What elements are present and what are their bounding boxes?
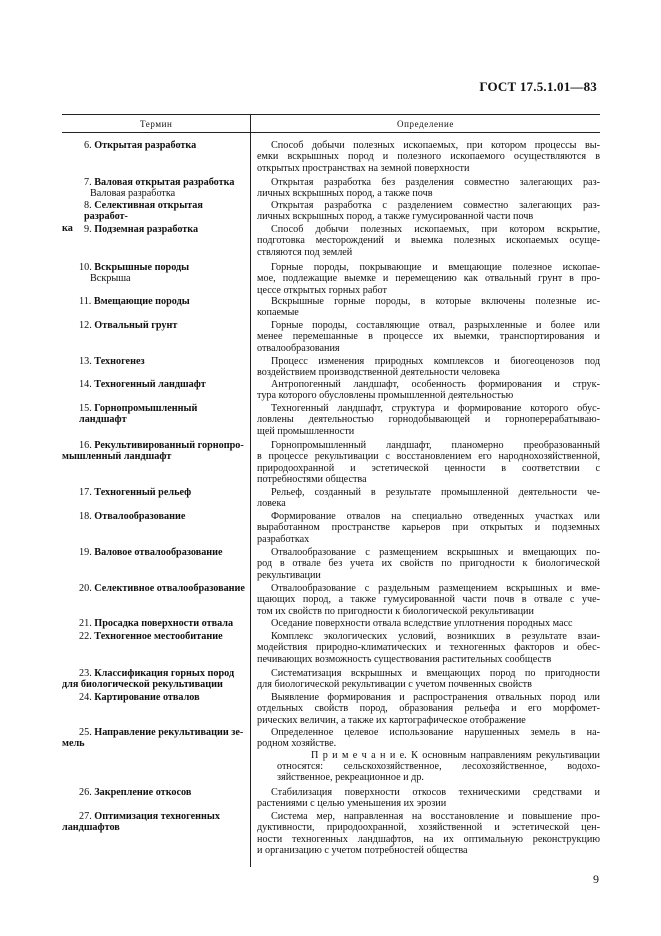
definition-text: рекультивации bbox=[257, 569, 321, 581]
term-cell bbox=[62, 320, 246, 331]
definition-text: том их свойств по пригодности к биологической рекультивации bbox=[257, 605, 534, 617]
definition-text: личных вскрышных пород, а также почв bbox=[257, 188, 433, 200]
term-text: 13. Техногенез bbox=[79, 356, 145, 367]
definition-text: Отвалообразование с раздельным размещением вскрышных и вме- bbox=[271, 583, 600, 594]
term-text: 18. Отвалообразование bbox=[79, 511, 186, 522]
term-cell bbox=[62, 727, 246, 750]
definition-text: выработанном пространстве карьеров при открытых и подземных bbox=[257, 522, 600, 534]
definition-text: емки вскрышных пород и полезного ископаемого осуществляются в bbox=[257, 151, 600, 163]
definition-text: Отвалообразование с размещением вскрышных и вмещающих по- bbox=[271, 547, 600, 558]
table-column-divider bbox=[250, 114, 251, 867]
term-text: 6. Открытая разработка bbox=[84, 140, 197, 151]
definition-text: копаемые bbox=[257, 307, 299, 319]
term-cell bbox=[62, 583, 246, 594]
definition-cell bbox=[257, 487, 600, 510]
definition-text: Определенное целевое использование нарушенных земель в на- bbox=[271, 727, 600, 738]
definition-text: Открытая разработка без разделения совместно залегающих раз- bbox=[271, 177, 600, 188]
definition-cell bbox=[257, 618, 600, 629]
definition-text: Способ добычи полезных ископаемых, при котором процессы вы- bbox=[271, 140, 600, 151]
definition-text: ловека bbox=[257, 498, 286, 510]
definition-text: подготовка месторождений и выемка полезных ископаемых осуще- bbox=[257, 235, 600, 247]
definition-note: зяйственное, рекреационное и др. bbox=[277, 772, 424, 784]
definition-cell bbox=[257, 631, 600, 665]
definition-cell bbox=[257, 583, 600, 617]
term-text: 25. Направление рекультивации зе- bbox=[79, 727, 244, 738]
definition-text: Антропогенный ландшафт, особенность формирования и струк- bbox=[271, 379, 600, 390]
term-cell bbox=[62, 811, 246, 834]
definition-cell bbox=[257, 200, 600, 223]
definition-text: Стабилизация поверхности откосов техническими средствами и bbox=[271, 787, 600, 798]
term-text: 8. Селективная открытая разработ- bbox=[84, 200, 203, 223]
term-cell bbox=[62, 787, 246, 798]
term-cell bbox=[62, 177, 246, 200]
definition-note: относятся: сельскохозяйственное, лесохозяйственное, водохо- bbox=[277, 760, 600, 772]
term-cell bbox=[62, 224, 246, 235]
definition-text: печивающих возможность существования растительных сообществ bbox=[257, 653, 552, 665]
definition-cell bbox=[257, 140, 600, 174]
term-text: ландшафтов bbox=[62, 822, 120, 834]
term-cell bbox=[62, 668, 246, 691]
definition-text: Вскрышные горные породы, в которые включены полезные ис- bbox=[271, 296, 600, 307]
definition-cell bbox=[257, 224, 600, 258]
definition-text: модействия природно-климатических и техногенных факторов и обес- bbox=[257, 642, 600, 654]
term-cell bbox=[62, 296, 246, 307]
table-top-rule bbox=[62, 114, 600, 115]
term-text: 14. Техногенный ландшафт bbox=[79, 379, 206, 390]
definition-text: отдельных свойств пород, образования рельефа и его морфомет- bbox=[257, 703, 600, 715]
definition-cell bbox=[257, 668, 600, 691]
definition-cell bbox=[257, 727, 600, 783]
term-text: ка bbox=[62, 222, 73, 234]
term-cell bbox=[62, 440, 246, 463]
term-text: 22. Техногенное местообитание bbox=[79, 631, 223, 642]
definition-text: ствляются под землей bbox=[257, 246, 353, 258]
definition-text: мое, подлежащие выемке и перемещению как отвальный грунт в про- bbox=[257, 273, 600, 285]
definition-text: дуктивности, природоохранной, хозяйственной и эстетической цен- bbox=[257, 822, 600, 834]
definition-text: личных вскрышных пород, а также гумусированной части почв bbox=[257, 211, 534, 223]
definition-text: Система мер, направленная на восстановление и повышение про- bbox=[271, 811, 600, 822]
definition-cell bbox=[257, 403, 600, 437]
definition-text: щей промышленности bbox=[257, 425, 355, 437]
term-cell bbox=[62, 547, 246, 558]
term-text: 11. Вмещающие породы bbox=[79, 296, 190, 307]
definition-cell bbox=[257, 811, 600, 856]
definition-text: Выявление формирования и распространения отвальных пород или bbox=[271, 692, 600, 703]
term-text: 26. Закрепление откосов bbox=[79, 787, 192, 798]
definition-cell bbox=[257, 262, 600, 296]
definition-text: Оседание поверхности отвала вследствие уплотнения породных масс bbox=[271, 618, 573, 629]
term-cell bbox=[62, 618, 246, 629]
definition-note: П р и м е ч а н и е. К основным направлениям рекультивации bbox=[311, 749, 600, 761]
term-text: 16. Рекультивированный горнопро- bbox=[79, 440, 244, 451]
definition-text: Горные породы, составляющие отвал, разрыхленные и более или bbox=[271, 320, 600, 331]
definition-text: родном хозяйстве. bbox=[257, 738, 337, 750]
term-synonym: Вскрыша bbox=[90, 273, 131, 285]
definition-text: рических величин, а также их картографическое отображение bbox=[257, 714, 526, 726]
definition-text: менее перемешанные в процессе их выемки, транспортирования и bbox=[257, 331, 600, 343]
term-cell bbox=[62, 379, 246, 390]
column-header-term: Термин bbox=[140, 119, 173, 129]
page-number: 9 bbox=[593, 872, 599, 886]
definition-text: отвалообразования bbox=[257, 342, 340, 354]
term-cell bbox=[62, 262, 246, 285]
term-cell bbox=[62, 487, 246, 498]
definition-text: природоохранной и эстетической ценности в соответствии с bbox=[257, 462, 600, 474]
term-text: 24. Картирование отвалов bbox=[79, 692, 200, 703]
definition-text: в процессе рекультивации с восстановлением его народнохозяйственной, bbox=[257, 451, 600, 463]
definition-text: Рельеф, созданный в результате промышленной деятельности че- bbox=[271, 487, 600, 498]
term-cell bbox=[62, 403, 246, 426]
definition-cell bbox=[257, 692, 600, 726]
definition-cell bbox=[257, 356, 600, 379]
definition-cell bbox=[257, 511, 600, 545]
definition-text: Техногенный ландшафт, структура и формирование которого обус- bbox=[271, 403, 600, 414]
term-text: 27. Оптимизация техногенных bbox=[79, 811, 220, 822]
definition-text: Способ добычи полезных ископаемых, при котором вскрытие, bbox=[271, 224, 600, 235]
definition-cell bbox=[257, 296, 600, 319]
definition-text: растениями с целью уменьшения их эрозии bbox=[257, 798, 447, 810]
term-text: мышленный ландшафт bbox=[62, 451, 172, 463]
term-cell bbox=[62, 631, 246, 642]
definition-cell bbox=[257, 787, 600, 810]
definition-cell bbox=[257, 177, 600, 200]
definition-text: род в отвале без учета их свойств по пригодности к биологической bbox=[257, 558, 600, 570]
term-text: 19. Валовое отвалообразование bbox=[79, 547, 223, 558]
term-text: 15. Горнопромышленный ландшафт bbox=[79, 403, 198, 426]
term-text: 20. Селективное отвалообразование bbox=[79, 583, 245, 594]
definition-text: Систематизация вскрышных и вмещающих пород по пригодности bbox=[271, 668, 600, 679]
term-text: для биологической рекультивации bbox=[62, 679, 223, 691]
definition-text: для биологической рекультивации с учетом почвенных свойств bbox=[257, 679, 532, 691]
term-cell bbox=[62, 140, 246, 151]
definition-cell bbox=[257, 440, 600, 485]
term-cell bbox=[62, 356, 246, 367]
definition-text: потребностями общества bbox=[257, 473, 367, 485]
definition-text: Открытая разработка с разделением совместно залегающих раз- bbox=[271, 200, 600, 211]
term-text: 7. Валовая открытая разработка bbox=[84, 177, 235, 188]
definition-cell bbox=[257, 379, 600, 402]
table-header-rule bbox=[62, 132, 600, 133]
term-text: 10. Вскрышные породы bbox=[79, 262, 190, 273]
term-text: мель bbox=[62, 738, 85, 750]
term-cell bbox=[62, 692, 246, 703]
term-text: 23. Классификация горных пород bbox=[79, 668, 235, 679]
term-text: 12. Отвальный грунт bbox=[79, 320, 178, 331]
definition-text: щающих пород, а также гумусированной части почв в отвале с уче- bbox=[257, 594, 600, 606]
definition-cell bbox=[257, 320, 600, 354]
column-header-definition: Определение bbox=[397, 119, 454, 129]
definition-text: разработках bbox=[257, 533, 310, 545]
term-cell bbox=[62, 511, 246, 522]
definition-text: Горные породы, покрывающие и вмещающие полезное ископае- bbox=[271, 262, 600, 273]
definition-text: и организацию с учетом потребностей общества bbox=[257, 844, 468, 856]
definition-text: ловлены деятельностью горнодобывающей и горноперерабатываю- bbox=[257, 414, 600, 426]
term-text: 17. Техногенный рельеф bbox=[79, 487, 192, 498]
definition-text: Горнопромышленный ландшафт, планомерно преобразованный bbox=[271, 440, 600, 451]
definition-text: цессе открытых горных работ bbox=[257, 284, 387, 296]
term-synonym: Валовая разработка bbox=[90, 188, 176, 200]
definition-text: воздействием производственной деятельности человека bbox=[257, 367, 500, 379]
definition-text: ности техногенных ландшафтов, на их оптимальную реконструкцию bbox=[257, 833, 600, 845]
document-id: ГОСТ 17.5.1.01—83 bbox=[479, 79, 597, 94]
term-text: 21. Просадка поверхности отвала bbox=[79, 618, 234, 629]
definition-text: тура которого обусловлены промышленной деятельностью bbox=[257, 390, 514, 402]
definition-text: Процесс изменения природных комплексов и биогеоценозов под bbox=[271, 356, 600, 367]
term-text: 9. Подземная разработка bbox=[84, 224, 199, 235]
definition-text: Комплекс экологических условий, возникших в результате взаи- bbox=[271, 631, 600, 642]
definition-text: Формирование отвалов на специально отведенных участках или bbox=[271, 511, 600, 522]
definition-cell bbox=[257, 547, 600, 581]
definition-text: открытых пространствах на земной поверхности bbox=[257, 162, 470, 174]
